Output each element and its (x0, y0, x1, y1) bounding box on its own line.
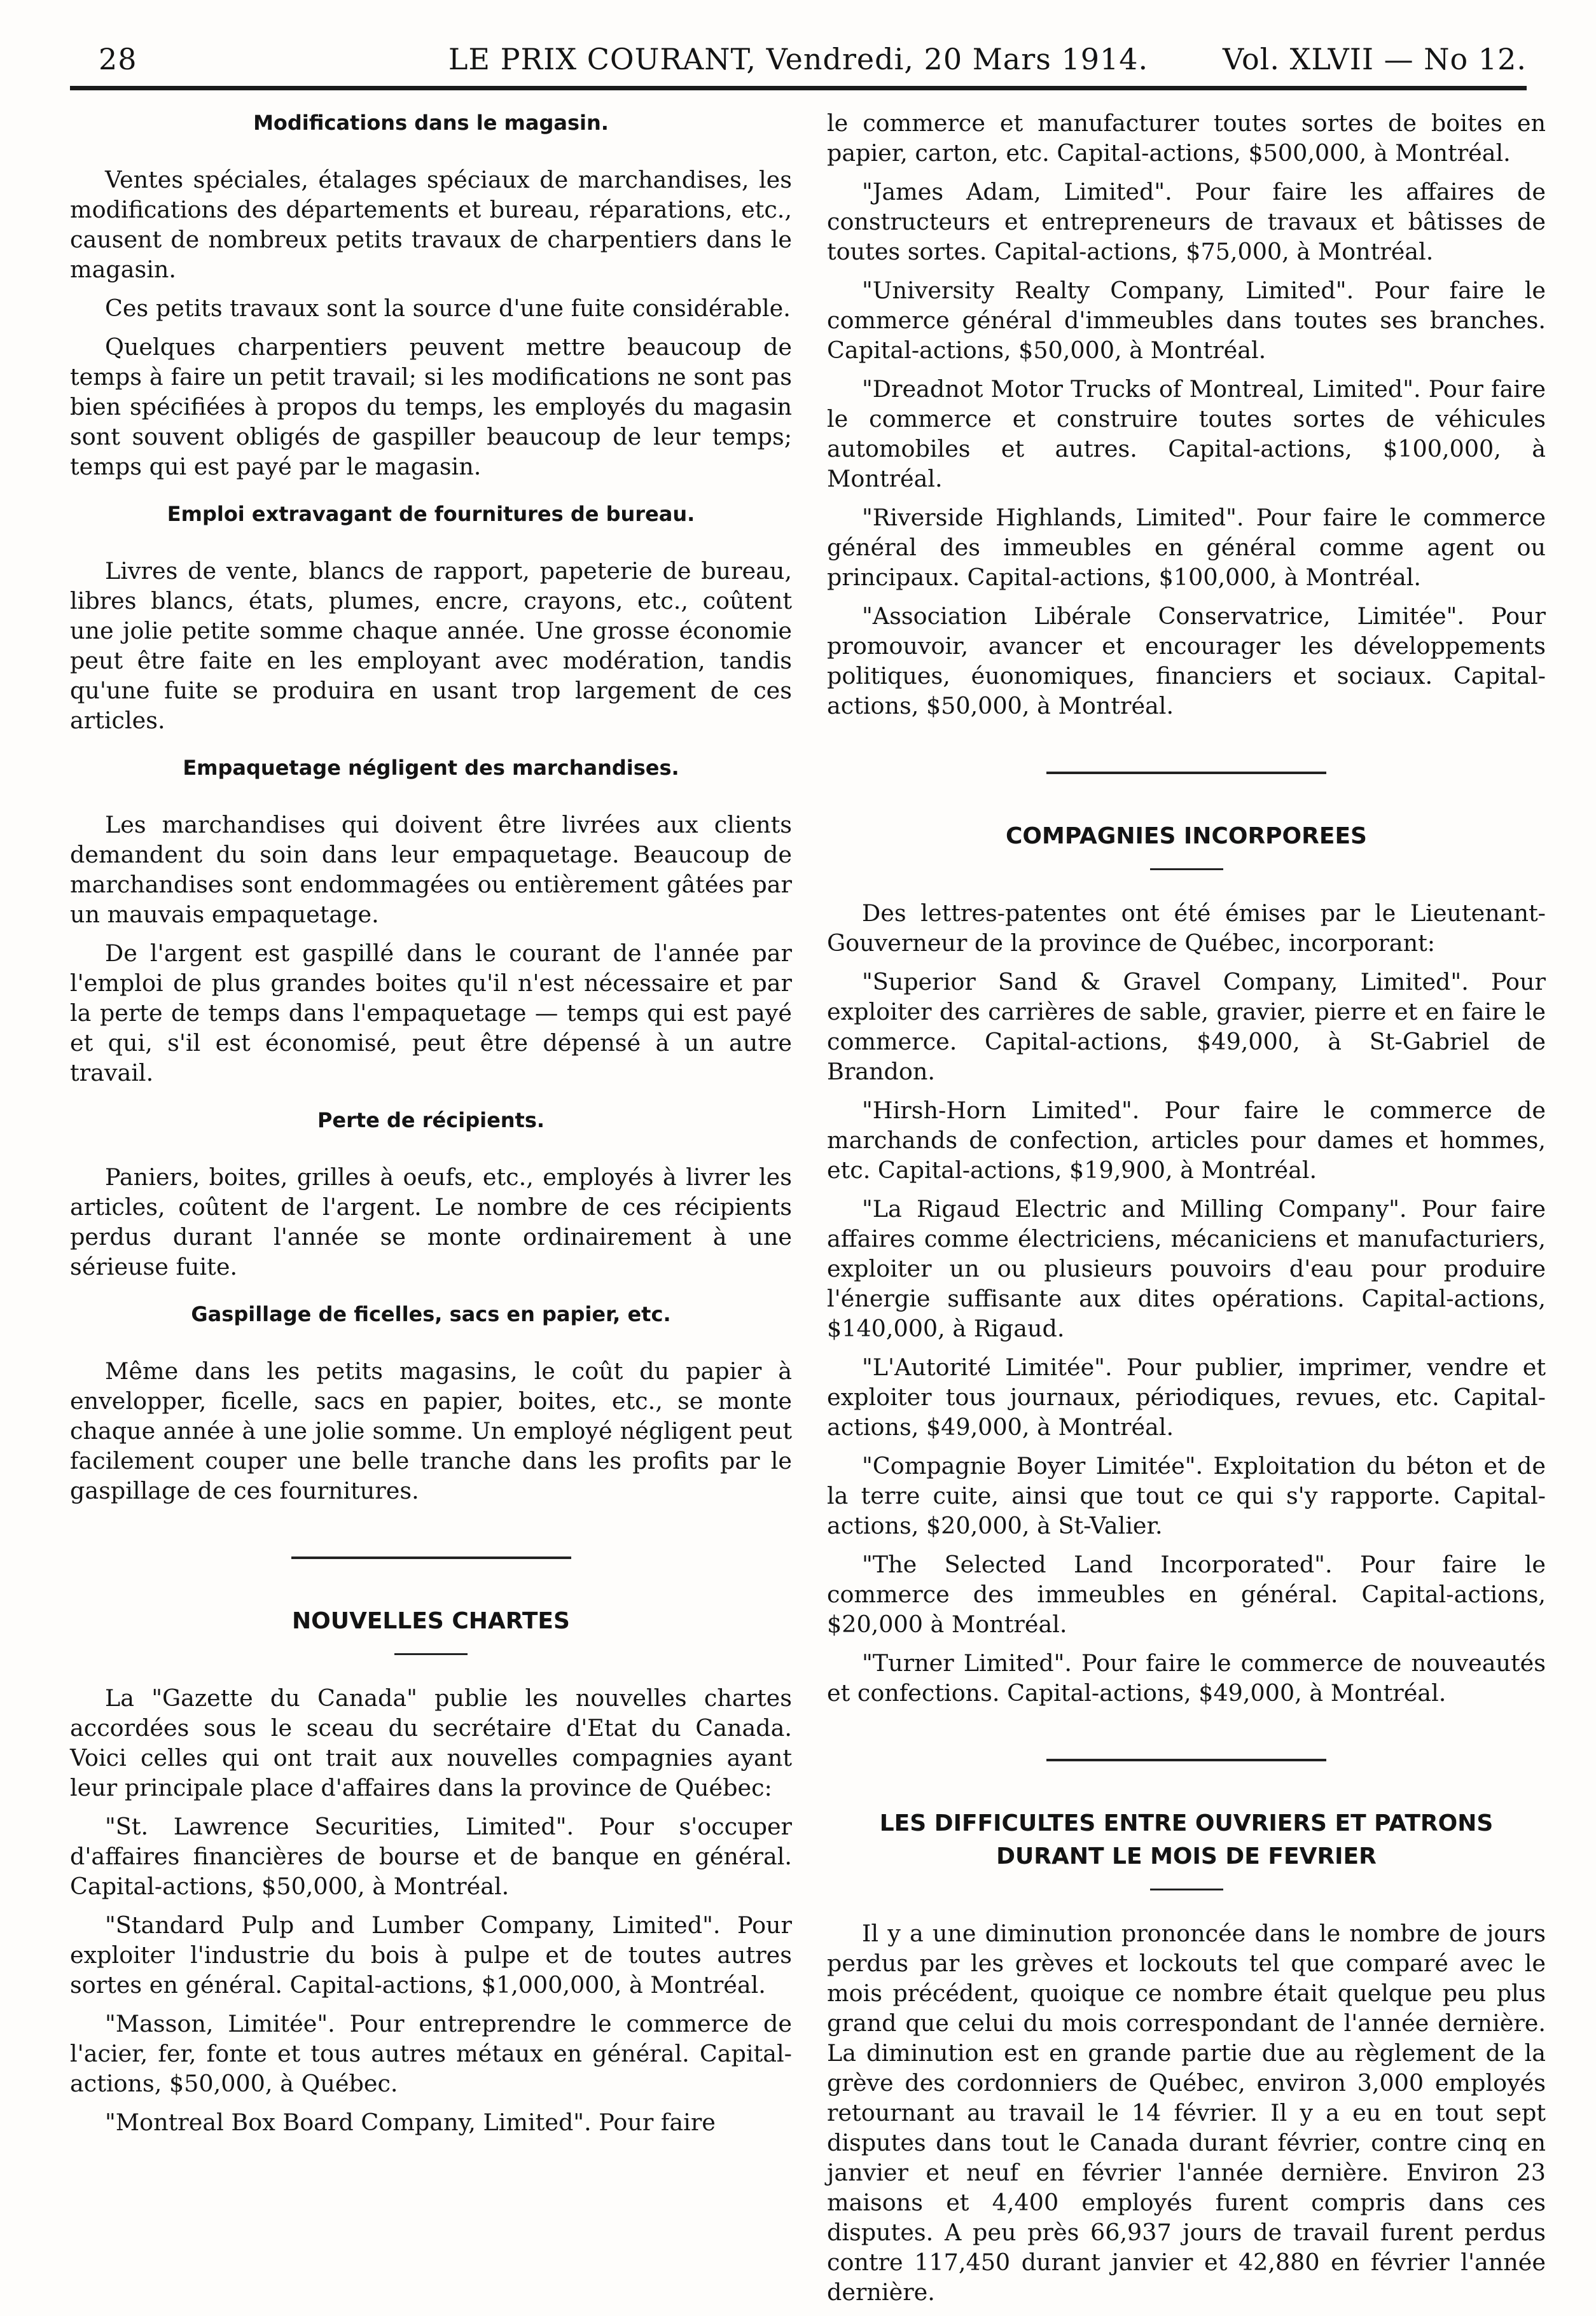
charter-entry: "Riverside Highlands, Limited". Pour faire le commerce général des immeubles en général comme agent ou principaux. Capital-actions, $100,000, à Montréal. (827, 504, 1546, 591)
paragraph: Ces petits travaux sont la source d'une fuite considérable. (105, 295, 791, 322)
charter-entry: "Masson, Limitée". Pour entreprendre le commerce de l'acier, fer, fonte et tous autres métaux en général. Capital-actions, $50,000, à Québec. (70, 2010, 792, 2097)
company-entry: "Hirsh-Horn Limited". Pour faire le commerce de marchands de confection, articles pour dames et hommes, etc. Capital-actions, $19,900, à Montréal. (827, 1097, 1546, 1184)
section-heading: Modifications dans le magasin. (253, 111, 609, 135)
company-entry: "Compagnie Boyer Limitée". Exploitation du béton et de la terre cuite, ainsi que tout ce qui s'y rapporte. Capital-actions, $20,000, à St-Valier. (827, 1452, 1546, 1539)
paragraph: Les marchandises qui doivent être livrées aux clients demandent du soin dans leur empaquetage. Beaucoup de marchandises sont endommagées ou entièrement gâtées par un mauvais empaquetage. (70, 811, 792, 928)
paragraph: Quelques charpentiers peuvent mettre beaucoup de temps à faire un petit travail; si les modifications ne sont pas bien spécifiées à propos du temps, les employés du magasin sont souvent obligés de gaspiller beaucoup de leur temps; temps qui est payé par le magasin. (70, 333, 792, 480)
charter-entry: le commerce et manufacturer toutes sortes de boites en papier, carton, etc. Capital-actions, $500,000, à Montréal. (827, 109, 1546, 167)
header-rule (70, 86, 1527, 90)
section-divider (291, 1557, 571, 1559)
company-entry: "L'Autorité Limitée". Pour publier, imprimer, vendre et exploiter tous journaux, périodiques, revues, etc. Capital-actions, $49,000, à Montréal. (827, 1354, 1546, 1441)
paragraph: Il y a une diminution prononcée dans le nombre de jours perdus par les grèves et lockouts tel que comparé avec le mois précédent, quoique ce nombre était quelque peu plus grand que celui du mois correspondant de l'année dernière. La diminution est en grande partie due au règlement de la grève des cordonniers de Québec, environ 3,000 employés retournant au travail le 14 février. Il y a eu en tout sept disputes dans tout le Canada durant février, contre cinq en janvier et neuf en février l'année dernière. Environ 23 maisons et 4,400 employés furent compris dans ces disputes. A peu près 66,937 jours de travail furent perdus contre 117,450 durant janvier et 42,880 en février l'année dernière. (827, 1920, 1546, 2306)
volume-number: Vol. XLVII — No 12. (1222, 42, 1527, 76)
section-divider (1046, 1759, 1326, 1761)
heading-rule (394, 1653, 468, 1655)
charter-entry: "St. Lawrence Securities, Limited". Pour s'occuper d'affaires financières de bourse et de banque en général. Capital-actions, $50,000, à Montréal. (70, 1813, 792, 1900)
charter-entry: "Dreadnot Motor Trucks of Montreal, Limited". Pour faire le commerce et construire toutes sortes de véhicules automobiles et autres. Capital-actions, $100,000, à Montréal. (827, 375, 1546, 492)
heading-rule (1150, 1889, 1223, 1890)
paragraph: Même dans les petits magasins, le coût du papier à envelopper, ficelle, sacs en papier, boites, etc., se monte chaque année à une jolie somme. Un employé négligent peut facilement couper une belle tranche dans les profits par le gaspillage de ces fournitures. (70, 1357, 792, 1504)
page-header (70, 37, 1527, 81)
paragraph: Paniers, boites, grilles à oeufs, etc., employés à livrer les articles, coûtent de l'argent. Le nombre de ces récipients perdus durant l'année se monte ordinairement à une sérieuse fuite. (70, 1163, 792, 1280)
charter-entry: "Montreal Box Board Company, Limited". Pour faire (105, 2109, 716, 2136)
incorporees-heading: COMPAGNIES INCORPOREES (1005, 823, 1367, 849)
section-heading: Gaspillage de ficelles, sacs en papier, etc. (191, 1302, 671, 1326)
heading-rule (1150, 868, 1223, 870)
difficultes-heading: LES DIFFICULTES ENTRE OUVRIERS ET PATRONS DURANT LE MOIS DE FEVRIER (879, 1810, 1494, 1869)
section-heading: Emploi extravagant de fournitures de bureau. (167, 502, 695, 526)
chartes-heading: NOUVELLES CHARTES (292, 1608, 570, 1634)
paragraph: Des lettres-patentes ont été émises par le Lieutenant-Gouverneur de la province de Québec, incorporant: (827, 899, 1546, 957)
company-entry: "The Selected Land Incorporated". Pour faire le commerce des immeubles en général. Capital-actions, $20,000 à Montréal. (827, 1551, 1546, 1638)
charter-entry: "University Realty Company, Limited". Pour faire le commerce général d'immeubles dans toutes ses branches. Capital-actions, $50,000, à Montréal. (827, 277, 1546, 364)
paragraph: De l'argent est gaspillé dans le courant de l'année par l'emploi de plus grandes boites qu'il n'est nécessaire et par la perte de temps dans l'empaquetage — temps qui est payé et qui, s'il est économisé, peut être dépensé à un autre travail. (70, 940, 792, 1086)
right-column (827, 108, 1546, 2316)
paragraph: La "Gazette du Canada" publie les nouvelles chartes accordées sous le sceau du secrétaire d'Etat du Canada. Voici celles qui ont trait aux nouvelles compagnies ayant leur principale place d'affaires dans la province de Québec: (70, 1684, 792, 1801)
charter-entry: "James Adam, Limited". Pour faire les affaires de constructeurs et entrepreneurs de travaux et bâtisses de toutes sortes. Capital-actions, $75,000, à Montréal. (827, 178, 1546, 265)
paragraph: Livres de vente, blancs de rapport, papeterie de bureau, libres blancs, états, plumes, encre, crayons, etc., coûtent une jolie petite somme chaque année. Une grosse économie peut être faite en les employant avec modération, tandis qu'une fuite se produira en usant trop largement de ces articles. (70, 557, 792, 734)
page-number: 28 (99, 42, 137, 76)
section-divider (1046, 772, 1326, 774)
publication-title: LE PRIX COURANT, Vendredi, 20 Mars 1914. (448, 42, 1149, 76)
paragraph: Ventes spéciales, étalages spéciaux de marchandises, les modifications des départements et bureau, réparations, etc., causent de nombreux petits travaux de charpentiers dans le magasin. (70, 166, 792, 283)
company-entry: "La Rigaud Electric and Milling Company". Pour faire affaires comme électriciens, mécaniciens et manufacturiers, exploiter un ou plusieurs pouvoirs d'eau pour produire l'énergie suffisante aux dites opérations. Capital-actions, $140,000, à Rigaud. (827, 1195, 1546, 1342)
company-entry: "Turner Limited". Pour faire le commerce de nouveautés et confections. Capital-actions, $49,000, à Montréal. (827, 1649, 1546, 1707)
company-entry: "Superior Sand & Gravel Company, Limited". Pour exploiter des carrières de sable, gravier, pierre et en faire le commerce. Capital-actions, $49,000, à St-Gabriel de Brandon. (827, 968, 1546, 1085)
charter-entry: "Standard Pulp and Lumber Company, Limited". Pour exploiter l'industrie du bois à pulpe et de toutes autres sortes en général. Capital-actions, $1,000,000, à Montréal. (70, 1911, 792, 1999)
section-heading: Empaquetage négligent des marchandises. (183, 756, 679, 780)
left-column (70, 108, 792, 2146)
section-heading: Perte de récipients. (317, 1108, 545, 1132)
charter-entry: "Association Libérale Conservatrice, Limitée". Pour promouvoir, avancer et encourager les développements politiques, éuonomiques, financiers et sociaux. Capital-actions, $50,000, à Montréal. (827, 602, 1546, 719)
